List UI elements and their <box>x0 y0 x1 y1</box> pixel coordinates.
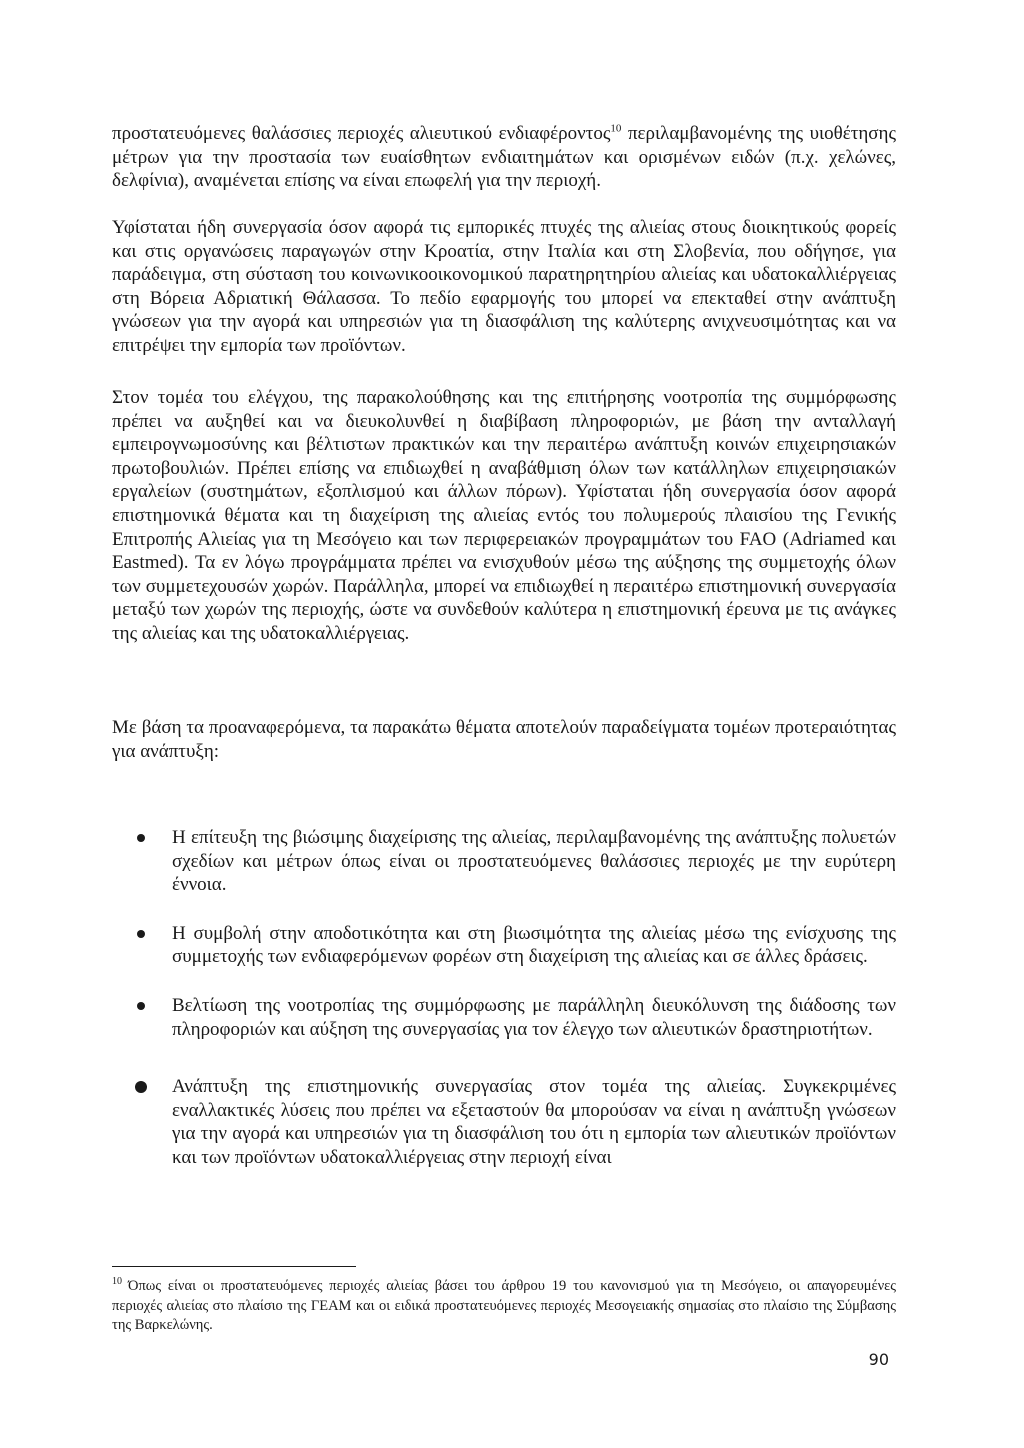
footnote-text: Όπως είναι οι προστατευόμενες περιοχές αλιείας βάσει του άρθρου 19 του κανονισμού για τη Μεσόγειο, οι απαγορευμένες περιοχές αλιείας στο πλαίσιο της ΓΕΑΜ και οι ειδικά προστατευόμενες περιοχές Μεσογειακής σημασίας στο πλαίσιο της Σύμβασης της Βαρκελώνης. <box>112 1278 896 1333</box>
list-item <box>112 826 896 897</box>
paragraph-3: Στον τομέα του ελέγχου, της παρακολούθησης και της επιτήρησης νοοτροπία της συμμόρφωσης πρέπει να αυξηθεί και να διευκολυνθεί η διαβίβαση πληροφοριών, με βάση την ανταλλαγή εμπειρογνωμοσύνης και βέλτιστων πρακτικών και την περαιτέρω ανάπτυξη κοινών επιχειρησιακών πρωτοβουλιών. Πρέπει επίσης να επιδιωχθεί η αναβάθμιση όλων των κατάλληλων επιχειρησιακών εργαλείων (συστημάτων, εξοπλισμού και άλλων πόρων). Υφίσταται ήδη συνεργασία όσον αφορά επιστημονικά θέματα και τη διαχείριση της αλιείας εντός του πολυμερούς πλαισίου της Γενικής Επιτροπής Αλιείας για τη Μεσόγειο και των περιφερειακών προγραμμάτων του FAO (Adriamed και Eastmed). Τα εν λόγω προγράμματα πρέπει να ενισχυθούν μέσω της αύξησης της συμμετοχής όλων των συμμετεχουσών χωρών. Παράλληλα, μπορεί να επιδιωχθεί η περαιτέρω επιστημονική συνεργασία μεταξύ των χωρών της περιοχής, ώστε να συνδεθούν καλύτερα η επιστημονική έρευνα με τις ανάγκες της αλιείας και της υδατοκαλλιέργειας. <box>112 387 896 644</box>
bullet-dot-icon <box>137 930 145 938</box>
footnote-divider <box>112 1266 356 1267</box>
bullet-dot-icon <box>137 834 145 842</box>
paragraph-1-end: περιλαμβανομένης της υιοθέτησης μέτρων για την προστασία των ευαίσθητων ενδιαιτημάτων και ορισμένων ειδών (π.χ. χελώνες, δελφίνια), αναμένεται επίσης να είναι επωφελή για την περιοχή. <box>112 123 896 192</box>
list-item-text: Η επίτευξη της βιώσιμης διαχείρισης της αλιείας, περιλαμβανομένης της ανάπτυξης πολυετών σχεδίων και μέτρων όπως είναι οι προστατευόμενες θαλάσσιες περιοχές με την ευρύτερη έννοια. <box>172 827 896 896</box>
priority-list <box>112 826 896 1195</box>
list-item <box>112 994 896 1041</box>
list-item-text: Η συμβολή στην αποδοτικότητα και στη βιωσιμότητα της αλιείας μέσω της ενίσχυσης της συμμετοχής των ενδιαφερόμενων φορέων στη διαχείριση της αλιείας και σε άλλες δράσεις. <box>172 922 896 968</box>
paragraph-1 <box>112 122 896 193</box>
paragraph-4: Με βάση τα προαναφερόμενα, τα παρακάτω θέματα αποτελούν παραδείγματα τομέων προτεραιότητας για ανάπτυξη: <box>112 717 896 762</box>
list-item-text: Ανάπτυξη της επιστημονικής συνεργασίας στον τομέα της αλιείας. Συγκεκριμένες εναλλακτικές λύσεις που πρέπει να εξεταστούν θα μπορούσαν να είναι η ανάπτυξη γνώσεων για την αγορά και υπηρεσιών για τη διασφάλιση του ότι η εμπορία των αλιευτικών προϊόντων και των προϊόντων υδατοκαλλιέργειας στην περιοχή είναι <box>172 1076 896 1168</box>
footnote <box>112 1277 896 1336</box>
paragraph-2: Υφίσταται ήδη συνεργασία όσον αφορά τις εμπορικές πτυχές της αλιείας στους διοικητικούς φορείς και στις οργανώσεις παραγωγών στην Κροατία, στην Ιταλία και στη Σλοβενία, που οδήγησε, για παράδειγμα, στη σύσταση του κοινωνικοοικονομικού παρατηρητηρίου αλιείας και υδατοκαλλιέργειας στη Βόρεια Αδριατική Θάλασσα. Το πεδίο εφαρμογής του μπορεί να επεκταθεί στην ανάπτυξη γνώσεων για την αγορά και υπηρεσιών για τη διασφάλιση της καλύτερης ανιχνευσιμότητας και να επιτρέψει την εμπορία των προϊόντων. <box>112 217 896 356</box>
footnote-mark: 10 <box>112 1276 122 1288</box>
bullet-dot-icon <box>137 1002 145 1010</box>
list-item <box>112 922 896 969</box>
paragraph-1-start: προστατευόμενες θαλάσσιες περιοχές αλιευτικού ενδιαφέροντος <box>112 123 611 144</box>
list-item <box>112 1075 896 1169</box>
list-item-text: Βελτίωση της νοοτροπίας της συμμόρφωσης με παράλληλη διευκόλυνση της διάδοσης των πληροφοριών και αύξηση της συνεργασίας για τον έλεγχο των αλιευτικών δραστηριοτήτων. <box>172 994 896 1040</box>
bullet-dot-icon <box>135 1081 147 1093</box>
page-number: 90 <box>868 1350 889 1369</box>
footnote-reference[interactable]: 10 <box>610 122 622 135</box>
